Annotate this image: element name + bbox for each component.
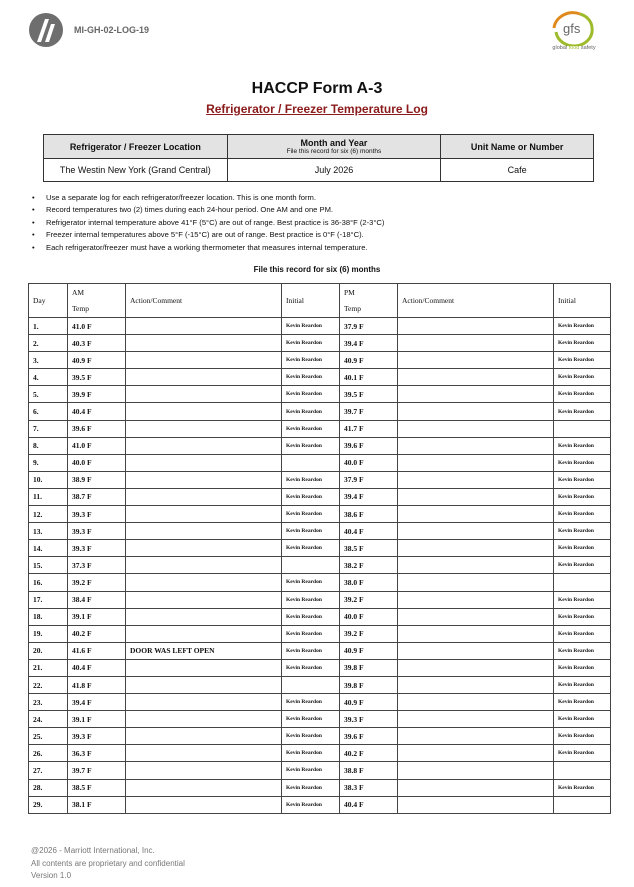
am-initial-cell: Kevin Reardon <box>282 762 340 779</box>
log-row <box>29 574 611 591</box>
form-subtitle: Refrigerator / Freezer Temperature Log <box>206 102 428 116</box>
am-action-cell <box>126 676 282 693</box>
instructions-list <box>30 192 384 254</box>
am-initial-cell: Kevin Reardon <box>282 694 340 711</box>
pm-action-cell <box>398 352 554 369</box>
pm-temp-cell: 39.6 F <box>340 728 398 745</box>
day-cell: 15. <box>29 557 68 574</box>
pm-initial-cell <box>554 574 611 591</box>
gfs-logo <box>544 10 602 56</box>
am-temp-header: AM Temp <box>68 284 126 318</box>
am-initial-cell: Kevin Reardon <box>282 625 340 642</box>
pm-action-cell <box>398 608 554 625</box>
am-temp-cell: 37.3 F <box>68 557 126 574</box>
pm-initial-cell: Kevin Reardon <box>554 694 611 711</box>
am-temp-cell: 40.9 F <box>68 352 126 369</box>
pm-temp-cell: 40.9 F <box>340 642 398 659</box>
day-cell: 20. <box>29 642 68 659</box>
pm-temp-cell: 40.1 F <box>340 369 398 386</box>
am-initial-cell: Kevin Reardon <box>282 642 340 659</box>
file-note: File this record for six (6) months <box>253 265 381 274</box>
pm-initial-cell: Kevin Reardon <box>554 506 611 523</box>
am-action-cell <box>126 745 282 762</box>
am-initial-cell: Kevin Reardon <box>282 352 340 369</box>
am-temp-cell: 39.7 F <box>68 762 126 779</box>
pm-temp-cell: 39.2 F <box>340 625 398 642</box>
temperature-log-table <box>28 283 611 814</box>
pm-action-cell <box>398 676 554 693</box>
day-cell: 12. <box>29 506 68 523</box>
footer-version: Version 1.0 <box>31 871 72 880</box>
pm-temp-cell: 37.9 F <box>340 318 398 335</box>
pm-action-cell <box>398 403 554 420</box>
pm-action-cell <box>398 557 554 574</box>
am-action-cell <box>126 762 282 779</box>
gfs-tagline: global food safety <box>552 45 596 51</box>
log-row <box>29 796 611 813</box>
day-cell: 14. <box>29 540 68 557</box>
log-row <box>29 676 611 693</box>
log-row <box>29 659 611 676</box>
day-cell: 9. <box>29 454 68 471</box>
am-action-cell <box>126 318 282 335</box>
pm-temp-cell: 38.5 F <box>340 540 398 557</box>
pm-temp-cell: 38.6 F <box>340 506 398 523</box>
pm-initial-cell: Kevin Reardon <box>554 318 611 335</box>
log-row <box>29 591 611 608</box>
day-cell: 23. <box>29 694 68 711</box>
pm-action-cell <box>398 694 554 711</box>
log-row <box>29 335 611 352</box>
pm-temp-cell: 40.4 F <box>340 796 398 813</box>
pm-action-header: Action/Comment <box>398 284 554 318</box>
pm-action-cell <box>398 437 554 454</box>
am-temp-cell: 39.1 F <box>68 608 126 625</box>
am-action-cell <box>126 659 282 676</box>
am-initial-cell: Kevin Reardon <box>282 506 340 523</box>
am-initial-cell: Kevin Reardon <box>282 608 340 625</box>
log-row <box>29 454 611 471</box>
pm-initial-cell: Kevin Reardon <box>554 779 611 796</box>
am-initial-cell <box>282 557 340 574</box>
pm-temp-cell: 39.3 F <box>340 711 398 728</box>
pm-action-cell <box>398 420 554 437</box>
am-action-cell <box>126 796 282 813</box>
pm-temp-cell: 39.7 F <box>340 403 398 420</box>
am-initial-cell: Kevin Reardon <box>282 659 340 676</box>
pm-temp-cell: 39.6 F <box>340 437 398 454</box>
am-initial-cell: Kevin Reardon <box>282 523 340 540</box>
info-table <box>43 134 594 182</box>
pm-initial-cell: Kevin Reardon <box>554 488 611 505</box>
pm-action-cell <box>398 642 554 659</box>
am-initial-cell: Kevin Reardon <box>282 745 340 762</box>
pm-temp-cell: 40.0 F <box>340 608 398 625</box>
am-action-cell <box>126 711 282 728</box>
pm-temp-cell: 40.4 F <box>340 523 398 540</box>
month-year-value: July 2026 <box>227 159 441 182</box>
pm-initial-cell: Kevin Reardon <box>554 335 611 352</box>
pm-temp-cell: 40.0 F <box>340 454 398 471</box>
pm-action-cell <box>398 762 554 779</box>
am-temp-cell: 39.1 F <box>68 711 126 728</box>
log-row <box>29 471 611 488</box>
log-row <box>29 437 611 454</box>
pm-action-cell <box>398 369 554 386</box>
am-action-header: Action/Comment <box>126 284 282 318</box>
pm-initial-cell: Kevin Reardon <box>554 471 611 488</box>
am-temp-cell: 38.5 F <box>68 779 126 796</box>
day-cell: 3. <box>29 352 68 369</box>
day-cell: 7. <box>29 420 68 437</box>
unit-value: Cafe <box>441 159 594 182</box>
day-cell: 5. <box>29 386 68 403</box>
day-cell: 27. <box>29 762 68 779</box>
pm-temp-cell: 38.3 F <box>340 779 398 796</box>
am-temp-cell: 36.3 F <box>68 745 126 762</box>
pm-temp-cell: 39.4 F <box>340 335 398 352</box>
am-initial-cell: Kevin Reardon <box>282 779 340 796</box>
pm-action-cell <box>398 540 554 557</box>
am-action-cell <box>126 591 282 608</box>
pm-initial-cell: Kevin Reardon <box>554 608 611 625</box>
log-row <box>29 642 611 659</box>
month-year-subheader: File this record for six (6) months <box>286 148 382 155</box>
pm-temp-cell: 40.9 F <box>340 694 398 711</box>
pm-action-cell <box>398 386 554 403</box>
day-cell: 6. <box>29 403 68 420</box>
am-initial-cell: Kevin Reardon <box>282 488 340 505</box>
day-cell: 4. <box>29 369 68 386</box>
log-row <box>29 608 611 625</box>
am-initial-cell: Kevin Reardon <box>282 711 340 728</box>
day-cell: 8. <box>29 437 68 454</box>
am-action-cell <box>126 369 282 386</box>
am-temp-cell: 39.9 F <box>68 386 126 403</box>
day-cell: 10. <box>29 471 68 488</box>
pm-action-cell <box>398 335 554 352</box>
form-title: HACCP Form A-3 <box>251 80 383 97</box>
footer-confidential: All contents are proprietary and confidential <box>31 858 185 868</box>
day-cell: 18. <box>29 608 68 625</box>
am-temp-cell: 40.4 F <box>68 659 126 676</box>
am-action-cell <box>126 694 282 711</box>
footer-copyright: @2026 - Marriott International, Inc. <box>31 846 155 855</box>
am-initial-cell: Kevin Reardon <box>282 574 340 591</box>
am-temp-cell: 39.3 F <box>68 523 126 540</box>
log-row <box>29 403 611 420</box>
unit-header: Unit Name or Number <box>441 135 594 159</box>
am-initial-cell: Kevin Reardon <box>282 420 340 437</box>
log-row <box>29 540 611 557</box>
am-temp-cell: 41.0 F <box>68 437 126 454</box>
am-action-cell <box>126 437 282 454</box>
am-temp-cell: 39.3 F <box>68 540 126 557</box>
am-temp-cell: 41.0 F <box>68 318 126 335</box>
am-initial-cell <box>282 676 340 693</box>
am-action-cell <box>126 625 282 642</box>
am-action-cell <box>126 454 282 471</box>
am-initial-cell: Kevin Reardon <box>282 540 340 557</box>
pm-initial-cell: Kevin Reardon <box>554 523 611 540</box>
am-temp-cell: 38.7 F <box>68 488 126 505</box>
day-cell: 28. <box>29 779 68 796</box>
am-initial-cell <box>282 454 340 471</box>
log-header-row <box>29 284 611 318</box>
am-action-cell <box>126 352 282 369</box>
log-row <box>29 386 611 403</box>
pm-temp-cell: 39.2 F <box>340 591 398 608</box>
pm-initial-cell: Kevin Reardon <box>554 437 611 454</box>
pm-action-cell <box>398 711 554 728</box>
am-temp-cell: 39.5 F <box>68 369 126 386</box>
am-temp-cell: 40.2 F <box>68 625 126 642</box>
am-action-cell <box>126 557 282 574</box>
pm-temp-cell: 40.9 F <box>340 352 398 369</box>
day-cell: 29. <box>29 796 68 813</box>
pm-initial-cell: Kevin Reardon <box>554 454 611 471</box>
log-row <box>29 420 611 437</box>
log-row <box>29 762 611 779</box>
pm-temp-header: PM Temp <box>340 284 398 318</box>
am-action-cell: DOOR WAS LEFT OPEN <box>126 642 282 659</box>
pm-initial-cell: Kevin Reardon <box>554 642 611 659</box>
month-year-header: Month and Year File this record for six (6) months <box>227 135 441 159</box>
day-header: Day <box>29 284 68 318</box>
am-temp-cell: 40.4 F <box>68 403 126 420</box>
pm-initial-cell: Kevin Reardon <box>554 711 611 728</box>
pm-action-cell <box>398 574 554 591</box>
pm-temp-cell: 39.4 F <box>340 488 398 505</box>
log-row <box>29 318 611 335</box>
pm-action-cell <box>398 523 554 540</box>
pm-temp-cell: 40.2 F <box>340 745 398 762</box>
day-cell: 17. <box>29 591 68 608</box>
am-action-cell <box>126 506 282 523</box>
pm-action-cell <box>398 728 554 745</box>
am-initial-cell: Kevin Reardon <box>282 591 340 608</box>
log-row <box>29 745 611 762</box>
day-cell: 2. <box>29 335 68 352</box>
log-row <box>29 523 611 540</box>
instruction-item: • Refrigerator internal temperature above 41°F (5°C) are out of range. Best practice is 36-38°F (2-3°C) <box>30 217 384 229</box>
day-cell: 13. <box>29 523 68 540</box>
day-cell: 21. <box>29 659 68 676</box>
day-cell: 11. <box>29 488 68 505</box>
pm-action-cell <box>398 745 554 762</box>
pm-initial-cell: Kevin Reardon <box>554 591 611 608</box>
pm-temp-cell: 41.7 F <box>340 420 398 437</box>
pm-action-cell <box>398 318 554 335</box>
am-action-cell <box>126 335 282 352</box>
pm-temp-cell: 39.8 F <box>340 676 398 693</box>
am-temp-cell: 39.2 F <box>68 574 126 591</box>
log-row <box>29 694 611 711</box>
document-code: MI-GH-02-LOG-19 <box>74 25 150 35</box>
am-temp-cell: 38.4 F <box>68 591 126 608</box>
am-temp-cell: 40.3 F <box>68 335 126 352</box>
pm-action-cell <box>398 796 554 813</box>
pm-action-cell <box>398 506 554 523</box>
pm-temp-cell: 39.8 F <box>340 659 398 676</box>
pm-temp-cell: 39.5 F <box>340 386 398 403</box>
log-row <box>29 506 611 523</box>
log-row <box>29 728 611 745</box>
am-action-cell <box>126 574 282 591</box>
pm-action-cell <box>398 454 554 471</box>
day-cell: 24. <box>29 711 68 728</box>
am-action-cell <box>126 540 282 557</box>
am-action-cell <box>126 420 282 437</box>
pm-action-cell <box>398 488 554 505</box>
day-cell: 16. <box>29 574 68 591</box>
day-cell: 1. <box>29 318 68 335</box>
am-initial-header: Initial <box>282 284 340 318</box>
pm-initial-cell: Kevin Reardon <box>554 557 611 574</box>
am-initial-cell: Kevin Reardon <box>282 318 340 335</box>
pm-initial-cell: Kevin Reardon <box>554 540 611 557</box>
day-cell: 19. <box>29 625 68 642</box>
pm-initial-cell: Kevin Reardon <box>554 369 611 386</box>
log-row <box>29 369 611 386</box>
pm-initial-cell <box>554 796 611 813</box>
am-action-cell <box>126 779 282 796</box>
am-action-cell <box>126 488 282 505</box>
am-initial-cell: Kevin Reardon <box>282 471 340 488</box>
am-temp-cell: 39.3 F <box>68 728 126 745</box>
pm-initial-cell: Kevin Reardon <box>554 728 611 745</box>
am-initial-cell: Kevin Reardon <box>282 335 340 352</box>
pm-initial-cell: Kevin Reardon <box>554 676 611 693</box>
am-initial-cell: Kevin Reardon <box>282 728 340 745</box>
pm-initial-cell <box>554 420 611 437</box>
instruction-item: • Record temperatures two (2) times during each 24-hour period. One AM and one PM. <box>30 204 384 216</box>
am-initial-cell: Kevin Reardon <box>282 386 340 403</box>
instruction-item: • Freezer internal temperatures above 5°F (-15°C) are out of range. Best practice is 0°F (-18°C). <box>30 229 384 241</box>
pm-initial-cell: Kevin Reardon <box>554 352 611 369</box>
am-initial-cell: Kevin Reardon <box>282 403 340 420</box>
pm-initial-cell: Kevin Reardon <box>554 745 611 762</box>
pm-temp-cell: 37.9 F <box>340 471 398 488</box>
pm-initial-header: Initial <box>554 284 611 318</box>
log-row <box>29 352 611 369</box>
pm-temp-cell: 38.8 F <box>340 762 398 779</box>
am-initial-cell: Kevin Reardon <box>282 437 340 454</box>
day-cell: 26. <box>29 745 68 762</box>
log-row <box>29 779 611 796</box>
am-initial-cell: Kevin Reardon <box>282 796 340 813</box>
am-action-cell <box>126 728 282 745</box>
am-action-cell <box>126 403 282 420</box>
pm-initial-cell: Kevin Reardon <box>554 403 611 420</box>
pm-temp-cell: 38.2 F <box>340 557 398 574</box>
am-temp-cell: 41.8 F <box>68 676 126 693</box>
day-cell: 22. <box>29 676 68 693</box>
pm-action-cell <box>398 591 554 608</box>
pm-initial-cell <box>554 762 611 779</box>
pm-initial-cell: Kevin Reardon <box>554 386 611 403</box>
am-temp-cell: 39.6 F <box>68 420 126 437</box>
log-row <box>29 488 611 505</box>
am-temp-cell: 39.3 F <box>68 506 126 523</box>
pm-temp-cell: 38.0 F <box>340 574 398 591</box>
am-action-cell <box>126 523 282 540</box>
pm-action-cell <box>398 779 554 796</box>
am-action-cell <box>126 608 282 625</box>
footer <box>31 845 185 883</box>
day-cell: 25. <box>29 728 68 745</box>
log-row <box>29 711 611 728</box>
am-temp-cell: 41.6 F <box>68 642 126 659</box>
am-temp-cell: 39.4 F <box>68 694 126 711</box>
location-header: Refrigerator / Freezer Location <box>44 135 228 159</box>
instruction-item: • Use a separate log for each refrigerator/freezer location. This is one month form. <box>30 192 384 204</box>
pm-action-cell <box>398 625 554 642</box>
gfs-logo-text: gfs <box>563 21 581 36</box>
company-logo <box>28 12 64 48</box>
pm-action-cell <box>398 471 554 488</box>
log-row <box>29 557 611 574</box>
instruction-item: • Each refrigerator/freezer must have a working thermometer that measures internal temperature. <box>30 242 384 254</box>
am-temp-cell: 38.9 F <box>68 471 126 488</box>
log-row <box>29 625 611 642</box>
am-initial-cell: Kevin Reardon <box>282 369 340 386</box>
am-temp-cell: 38.1 F <box>68 796 126 813</box>
am-action-cell <box>126 386 282 403</box>
pm-initial-cell: Kevin Reardon <box>554 625 611 642</box>
am-temp-cell: 40.0 F <box>68 454 126 471</box>
location-value: The Westin New York (Grand Central) <box>44 159 228 182</box>
pm-initial-cell: Kevin Reardon <box>554 659 611 676</box>
am-action-cell <box>126 471 282 488</box>
pm-action-cell <box>398 659 554 676</box>
